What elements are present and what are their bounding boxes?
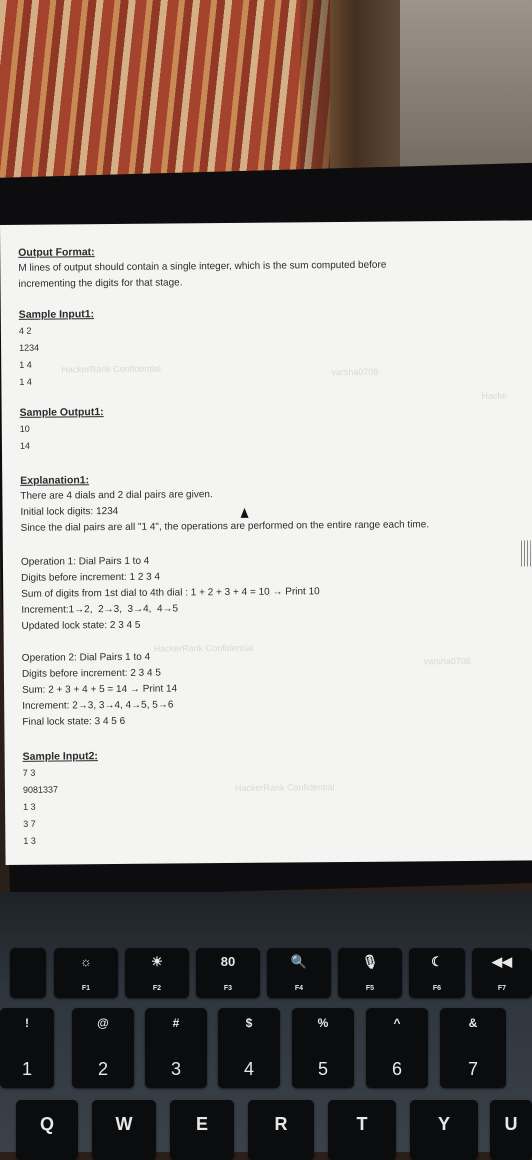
output-format-heading: Output Format: bbox=[18, 246, 95, 259]
key-6-shift-label: ^ bbox=[393, 1016, 401, 1030]
key-f7[interactable] bbox=[472, 948, 532, 998]
key-f2[interactable] bbox=[125, 948, 189, 998]
key-q-label: Q bbox=[39, 1114, 54, 1134]
key-4[interactable] bbox=[218, 1008, 280, 1088]
key-3[interactable] bbox=[145, 1008, 207, 1088]
sample-input1-line: 1 4 bbox=[19, 359, 32, 370]
laptop-screen bbox=[0, 220, 532, 865]
operation2-line: Digits before increment: 2 3 4 5 bbox=[21, 667, 161, 680]
key-u[interactable] bbox=[490, 1100, 532, 1160]
operation1-line: Updated lock state: 2 3 4 5 bbox=[21, 619, 141, 632]
explanation1-line: Initial lock digits: 1234 bbox=[20, 505, 119, 518]
key-f6-label: F6 bbox=[432, 985, 442, 992]
key-y[interactable] bbox=[410, 1100, 478, 1160]
key-f1[interactable] bbox=[54, 948, 118, 998]
key-4-shift-label: $ bbox=[245, 1016, 253, 1030]
key-f3[interactable] bbox=[196, 948, 260, 998]
key-6-label: 6 bbox=[391, 1059, 402, 1079]
key-1-label: 1 bbox=[21, 1059, 32, 1079]
microphone-icon: 🎙 bbox=[361, 954, 379, 969]
key-f7-label: F7 bbox=[497, 985, 507, 992]
operation2-title: Operation 2: Dial Pairs 1 to 4 bbox=[21, 651, 151, 664]
key-2-shift-label: @ bbox=[97, 1016, 109, 1030]
operation1-line: Digits before increment: 1 2 3 4 bbox=[21, 571, 161, 584]
key-f5-label: F5 bbox=[365, 985, 375, 992]
operation2-line: Increment: 2→3, 3→4, 4→5, 5→6 bbox=[22, 699, 174, 712]
key-f3-label: F3 bbox=[223, 985, 233, 992]
sample-input1-line: 1234 bbox=[19, 342, 40, 353]
operation2-line: Final lock state: 3 4 5 6 bbox=[22, 715, 126, 728]
key-7[interactable] bbox=[440, 1008, 506, 1088]
key-2-label: 2 bbox=[97, 1059, 108, 1079]
key-r[interactable] bbox=[248, 1100, 314, 1160]
key-e[interactable] bbox=[170, 1100, 234, 1160]
key-t-label: T bbox=[356, 1114, 368, 1134]
moon-icon: ☾ bbox=[431, 954, 443, 969]
mission-control-icon: 80 bbox=[220, 954, 236, 969]
key-7-label: 7 bbox=[467, 1059, 478, 1079]
watermark: Hacke bbox=[481, 390, 508, 401]
explanation1-heading: Explanation1: bbox=[20, 474, 90, 487]
output-format-line: M lines of output should contain a single integer, which is the sum computed before bbox=[18, 259, 387, 274]
sample-output1-line: 14 bbox=[19, 440, 30, 451]
key-r-label: R bbox=[274, 1114, 288, 1134]
sample-output1-heading: Sample Output1: bbox=[19, 406, 104, 419]
key-e-label: E bbox=[195, 1114, 208, 1134]
search-icon: 🔍 bbox=[290, 954, 308, 969]
problem-statement bbox=[18, 240, 523, 849]
key-6[interactable] bbox=[366, 1008, 428, 1088]
sample-input2-line: 9081337 bbox=[22, 784, 59, 795]
key-f4-label: F4 bbox=[294, 985, 304, 992]
watermark: HackerRank Confidential bbox=[153, 642, 254, 654]
key-f1-label: F1 bbox=[81, 985, 91, 992]
keyboard-deck bbox=[0, 892, 532, 1152]
explanation1-line: Since the dial pairs are all "1 4", the operations are performed on the entire range each time. bbox=[20, 519, 430, 534]
watermark: varsha0708 bbox=[423, 655, 471, 667]
sample-input2-line: 7 3 bbox=[22, 767, 36, 778]
brightness-high-icon: ☀ bbox=[151, 954, 163, 969]
key-2[interactable] bbox=[72, 1008, 134, 1088]
key-1-shift-label: ! bbox=[25, 1016, 29, 1030]
explanation1-line: There are 4 dials and 2 dial pairs are given. bbox=[20, 489, 213, 502]
key-3-shift-label: # bbox=[172, 1016, 180, 1030]
watermark: HackerRank Confidential bbox=[234, 782, 335, 793]
watermark: HackerRank Confidential bbox=[61, 363, 161, 375]
escape-key[interactable] bbox=[10, 948, 46, 998]
sample-input2-heading: Sample Input2: bbox=[22, 750, 98, 763]
key-3-label: 3 bbox=[170, 1059, 181, 1079]
key-f6[interactable] bbox=[409, 948, 465, 998]
operation1-line: Increment:1→2, 2→3, 3→4, 4→5 bbox=[21, 603, 179, 616]
sample-input1-heading: Sample Input1: bbox=[18, 308, 95, 321]
operation2-line: Sum: 2 + 3 + 4 + 5 = 14 → Print 14 bbox=[22, 683, 178, 696]
sample-output1-line: 10 bbox=[19, 423, 30, 434]
key-t[interactable] bbox=[328, 1100, 396, 1160]
output-format-line: incrementing the digits for that stage. bbox=[18, 277, 183, 290]
key-f2-label: F2 bbox=[152, 985, 162, 992]
key-1[interactable] bbox=[0, 1008, 54, 1088]
key-7-shift-label: & bbox=[468, 1016, 478, 1030]
key-5-shift-label: % bbox=[317, 1016, 329, 1030]
key-w-label: W bbox=[115, 1114, 133, 1134]
operation1-line: Sum of digits from 1st dial to 4th dial : 1 + 2 + 3 + 4 = 10 → Print 10 bbox=[21, 586, 320, 600]
sample-input2-line: 1 3 bbox=[23, 801, 36, 812]
key-y-label: Y bbox=[437, 1114, 450, 1134]
key-4-label: 4 bbox=[243, 1059, 254, 1079]
key-f5[interactable] bbox=[338, 948, 402, 998]
scrollbar-handle[interactable] bbox=[521, 540, 531, 566]
key-w[interactable] bbox=[92, 1100, 156, 1160]
key-5[interactable] bbox=[292, 1008, 354, 1088]
brightness-low-icon: ☼ bbox=[80, 954, 92, 969]
rewind-icon: ◀◀ bbox=[492, 954, 512, 969]
watermark: varsha0708 bbox=[331, 366, 379, 378]
key-5-label: 5 bbox=[317, 1059, 328, 1079]
operation1-title: Operation 1: Dial Pairs 1 to 4 bbox=[20, 555, 150, 568]
sample-input1-line: 4 2 bbox=[18, 325, 32, 336]
sample-input2-line: 1 3 bbox=[23, 835, 36, 846]
key-u-label: U bbox=[504, 1114, 518, 1134]
key-q[interactable] bbox=[16, 1100, 78, 1160]
key-f4[interactable] bbox=[267, 948, 331, 998]
sample-input2-line: 3 7 bbox=[23, 818, 36, 829]
sample-input1-line: 1 4 bbox=[19, 376, 32, 387]
